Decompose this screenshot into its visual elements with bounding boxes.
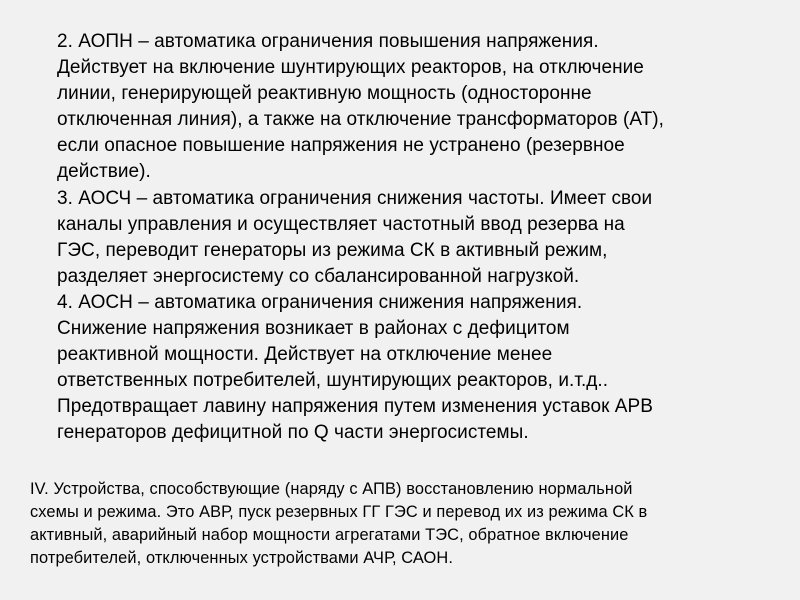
main-text-line: ГЭС, переводит генераторы из режима СК в активный режим,	[57, 239, 608, 261]
main-text-line: ответственных потребителей, шунтирующих реакторов, и.т.д..	[57, 370, 609, 392]
main-text-line: если опасное повышение напряжения не устранено (резервное	[57, 135, 625, 157]
main-text-line: Действует на включение шунтирующих реакторов, на отключение	[57, 57, 644, 79]
main-text-line: генераторов дефицитной по Q части энергосистемы.	[57, 422, 529, 444]
footer-text-line: IV. Устройства, способствующие (наряду с АПВ) восстановлению нормальной	[30, 480, 633, 498]
main-text-line: 2. АОПН – автоматика ограничения повышения напряжения.	[57, 31, 599, 52]
main-text-line: действие).	[57, 161, 151, 183]
main-text-line: разделяет энергосистему со сбалансированной нагрузкой.	[57, 265, 580, 287]
main-text-line: отключенная линия), а также на отключение трансформаторов (АТ),	[57, 109, 664, 131]
footer-text-line: потребителей, отключенных устройствами АЧР, САОН.	[30, 549, 453, 567]
footer-text-line: схемы и режима. Это АВР, пуск резервных ГГ ГЭС и перевод их из режима СК в	[30, 503, 648, 521]
main-text-line: реактивной мощности. Действует на отключение менее	[57, 344, 553, 366]
main-text-block	[57, 29, 777, 447]
footer-text-line: активный, аварийный набор мощности агрегатами ТЭС, обратное включение	[30, 526, 629, 544]
main-text-line: Предотвращает лавину напряжения путем изменения уставок АРВ	[57, 396, 653, 418]
main-text-line: 4. АОСН – автоматика ограничения снижения напряжения.	[57, 291, 583, 313]
main-text-line: Снижение напряжения возникает в районах с дефицитом	[57, 318, 570, 340]
main-text-line: линии, генерирующей реактивную мощность (односторонне	[57, 83, 592, 105]
footer-text-block	[30, 478, 782, 570]
main-text-line: 3. АОСЧ – автоматика ограничения снижения частоты. Имеет свои	[57, 187, 653, 209]
main-text-line: каналы управления и осуществляет частотный ввод резерва на	[57, 213, 625, 235]
